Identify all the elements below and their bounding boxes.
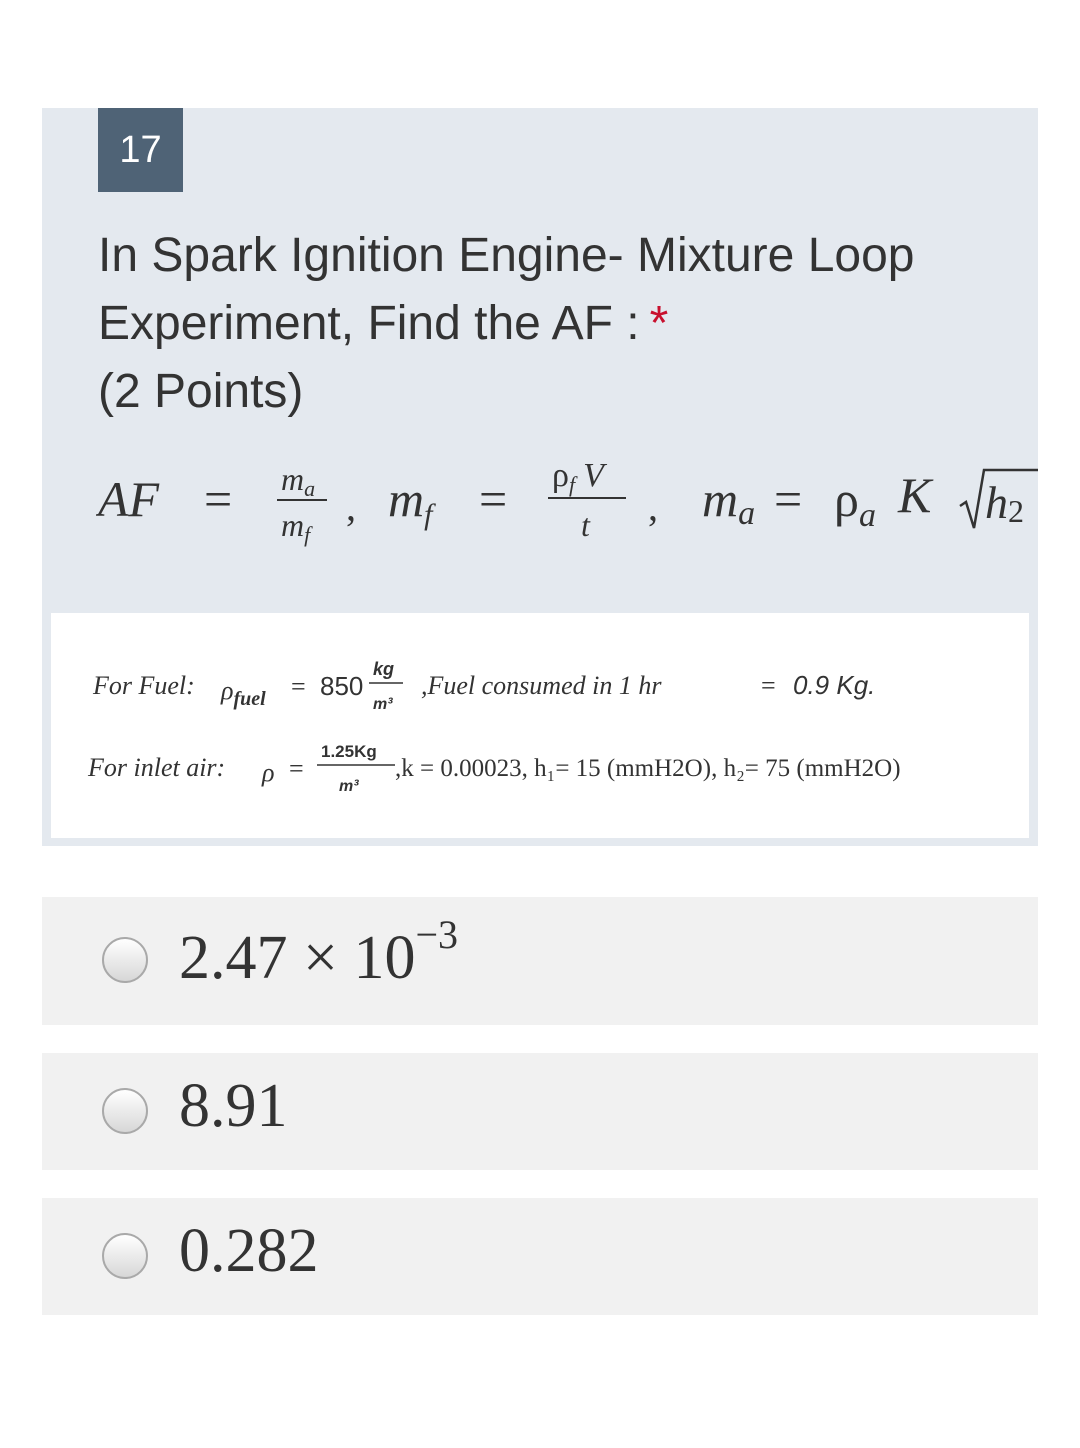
option-exponent: −3 <box>415 912 459 957</box>
ma-numerator: ma <box>281 461 316 501</box>
question-title <box>98 222 978 426</box>
m3-unit-2: m³ <box>339 778 359 795</box>
rho-v-numerator: ρf V <box>552 457 604 497</box>
af-symbol: AF <box>98 471 160 527</box>
equals-2: = <box>479 471 508 527</box>
rho-air: ρ <box>262 758 275 787</box>
fuel-density-value: 850 <box>320 671 364 701</box>
kg-unit: kg <box>373 659 395 679</box>
answer-option-3[interactable] <box>42 1198 1038 1315</box>
rho-a-symbol: $\rho_a$ <box>834 471 876 534</box>
comma-2: , <box>648 484 658 529</box>
radio-button[interactable] <box>102 1088 148 1134</box>
question-number: 17 <box>98 108 183 192</box>
m3-unit-1: m³ <box>373 696 393 713</box>
h2-symbol: h2 <box>985 477 1024 529</box>
air-prefix: For inlet air: <box>88 753 226 782</box>
option-label[interactable]: $2.47 \times 10^{-3}$ <box>179 912 459 992</box>
given-data-image <box>51 613 1029 838</box>
fuel-consumed-value: 0.9 Kg. <box>793 670 876 700</box>
ma-symbol: ma <box>702 471 756 532</box>
required-mark: * <box>649 297 669 350</box>
answer-option-2[interactable] <box>42 1053 1038 1170</box>
option-label[interactable]: 8.91 <box>179 1072 288 1140</box>
t-denominator: t <box>581 507 590 543</box>
af-formula-graphic <box>96 444 1038 554</box>
question-points: (2 Points) <box>98 365 304 418</box>
equals-1: = <box>204 471 233 527</box>
k-symbol: K <box>898 467 932 523</box>
radio-button[interactable] <box>102 1233 148 1279</box>
fuel-equals: = <box>291 672 306 701</box>
af-formula <box>96 444 1038 554</box>
fuel-consumed-text: ,Fuel consumed in 1 hr <box>421 671 662 700</box>
air-equals: = <box>289 754 304 783</box>
fuel-consumed-equals: = <box>761 671 776 700</box>
comma-1: , <box>346 484 356 529</box>
mf-symbol: mf <box>388 471 433 531</box>
fuel-prefix: For Fuel: <box>93 671 195 700</box>
given-data-graphic <box>51 613 1029 838</box>
mf-denominator: mf <box>281 507 311 547</box>
air-rest: ,k = 0.00023, h₁= 15 (mmH2O), h₂= 75 (mmH2O) <box>395 755 901 782</box>
question-text: In Spark Ignition Engine- Mixture Loop Experiment, Find the AF : <box>98 229 915 350</box>
equals-3: = <box>774 471 803 527</box>
radio-button[interactable] <box>102 937 148 983</box>
option-label[interactable]: 0.282 <box>179 1217 319 1285</box>
air-density-num: 1.25Kg <box>321 742 377 761</box>
question-card <box>42 108 1038 846</box>
answer-option-1[interactable] <box>42 897 1038 1025</box>
rho-fuel: $\rho_{fuel}$ <box>221 676 266 710</box>
